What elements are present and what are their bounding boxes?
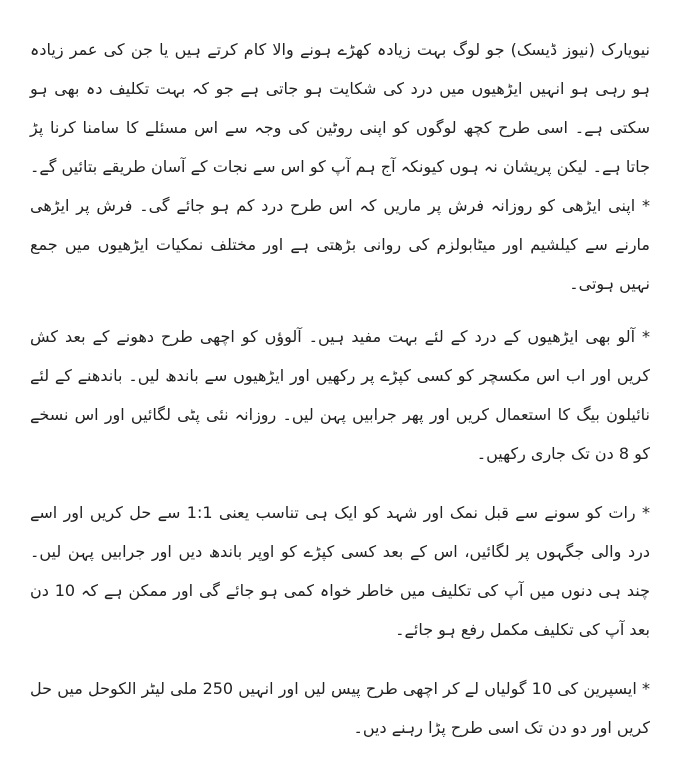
article-paragraph-salt-honey-remedy: * رات کو سونے سے قبل نمک اور شہد کو ایک ہی تناسب یعنی 1:1 سے حل کریں اور اسے درد والی جگہوں پر لگائیں، اس کے بعد کسی کپڑے کو اوپر باندھ دیں اور جرابیں پہن لیں۔ چند ہی دنوں میں آپ کی تکلیف میں خاطر خواہ کمی ہو جائے گی اور ممکن ہے کہ 10 دن بعد آپ کی تکلیف مکمل رفع ہو جائے۔ [30, 503, 651, 639]
article-paragraph-aspirin-remedy: * ایسپرین کی 10 گولیاں لے کر اچھی طرح پیس لیں اور انہیں 250 ملی لیٹر الکوحل میں حل کریں اور دو دن تک اسی طرح پڑا رہنے دیں۔ [30, 679, 650, 737]
article-paragraph-intro: نیویارک (نیوز ڈیسک) جو لوگ بہت زیادہ کھڑے ہونے والا کام کرتے ہیں یا جن کی عمر زیادہ ہو رہی ہو انہیں ایڑھیوں میں درد کی شکایت ہو جاتی ہے جو کہ بہت تکلیف دہ بھی ہو سکتی ہے۔ اسی طرح کچھ لوگوں کو اپنی روٹین کی وجہ سے اس مسئلے کا سامنا کرنا پڑ جاتا ہے۔ لیکن پریشان نہ ہوں کیونکہ آج ہم آپ کو اس سے نجات کے آسان طریقے بتائیں گے۔ * اپنی ایڑھی کو روزانہ فرش پر ماریں کہ اس طرح درد کم ہو جائے گی۔ فرش پر ایڑھی مارنے سے کیلشیم اور میٹابولزم کی روانی بڑھتی ہے اور مختلف نمکیات ایڑھیوں میں جمع نہیں ہوتی۔ [30, 40, 650, 293]
article-paragraph-potato-remedy: * آلو بھی ایڑھیوں کے درد کے لئے بہت مفید ہیں۔ آلوؤں کو اچھی طرح دھونے کے بعد کش کریں اور اب اس مکسچر کو کسی کپڑے پر رکھیں اور ایڑھیوں سے باندھ لیں۔ باندھنے کے لئے نائیلون بیگ کا استعمال کریں اور پھر جرابیں پہن لیں۔ روزانہ نئی پٹی لگائیں اور اس نسخے کو 8 دن تک جاری رکھیں۔ [30, 327, 650, 463]
article-body [30, 30, 650, 771]
